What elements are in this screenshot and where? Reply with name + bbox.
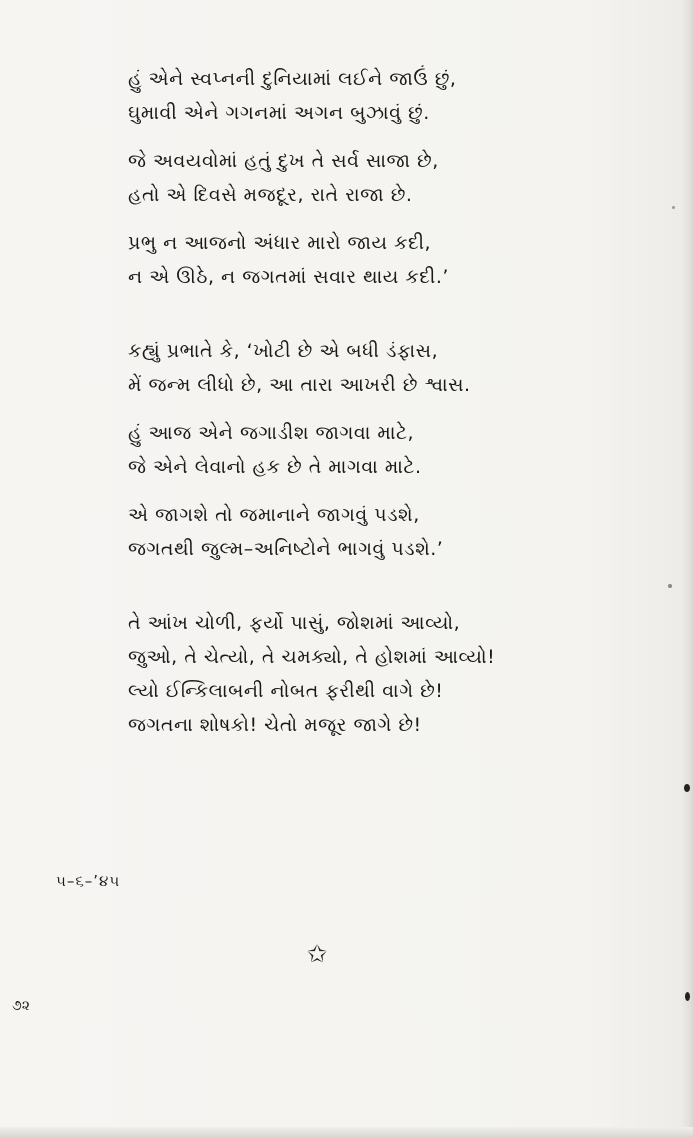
ink-speck [685,992,690,1001]
poem-line: ન એ ઊઠે, ન જગતમાં સવાર થાય કદી.’ [128,266,449,288]
stanza-6 [128,498,548,566]
ink-speck [668,584,672,588]
star-ornament-icon: ✩ [307,940,328,968]
poem-line: જગતથી જુલ્મ–અનિષ્ટોને ભાગવું પડશે.’ [128,538,444,560]
ink-speck [672,206,675,209]
stanza-4 [128,334,548,402]
poem-line: જગતના શોષકો! ચેતો મજૂર જાગે છે! [128,714,422,736]
poem-line: લ્યો ઈન્કિલાબની નોબત ફરીથી વાગે છે! [128,680,444,702]
poem-line: કહ્યું પ્રભાતે કે, ‘ખોટી છે એ બધી ડંફાસ, [128,340,439,362]
stanza-2 [128,144,548,212]
poem-line: પ્રભુ ન આજનો અંધાર મારો જાય કદી, [128,232,432,254]
page-edge-bottom [0,1127,693,1137]
poem-body [128,62,548,742]
poem-line: હું એને સ્વપ્નની દુનિયામાં લઈને જાઉં છું, [128,68,457,90]
poem-line: જે અવયવોમાં હતું દુખ તે સર્વ સાજા છે, [128,150,439,172]
page-number: ૭૨ [12,998,30,1014]
poem-line: તે આંખ ચોળી, ફર્યો પાસું, જોશમાં આવ્યો, [128,612,461,634]
poem-line: એ જાગશે તો જમાનાને જાગવું પડશે, [128,504,420,526]
stanza-3 [128,226,548,294]
stanza-1 [128,62,548,130]
poem-line: ઘુમાવી એને ગગનમાં અગન બુઝાવું છું. [128,102,430,124]
stanza-5 [128,416,548,484]
ink-speck [684,784,690,792]
poem-line: જે એને લેવાનો હક છે તે માગવા માટે. [128,456,422,478]
poem-line: હું આજ એને જગાડીશ જાગવા માટે, [128,422,415,444]
page-edge-right [679,0,693,1137]
poem-date: ૫–૬–’૪૫ [56,872,121,890]
stanza-7 [128,606,548,742]
poem-line: મેં જન્મ લીધો છે, આ તારા આખરી છે શ્વાસ. [128,374,471,396]
poem-line: હતો એ દિવસે મજદૂર, રાતે રાજા છે. [128,184,413,206]
poem-line: જુઓ, તે ચેત્યો, તે ચમક્યો, તે હોશમાં આવ્યો! [128,646,496,668]
